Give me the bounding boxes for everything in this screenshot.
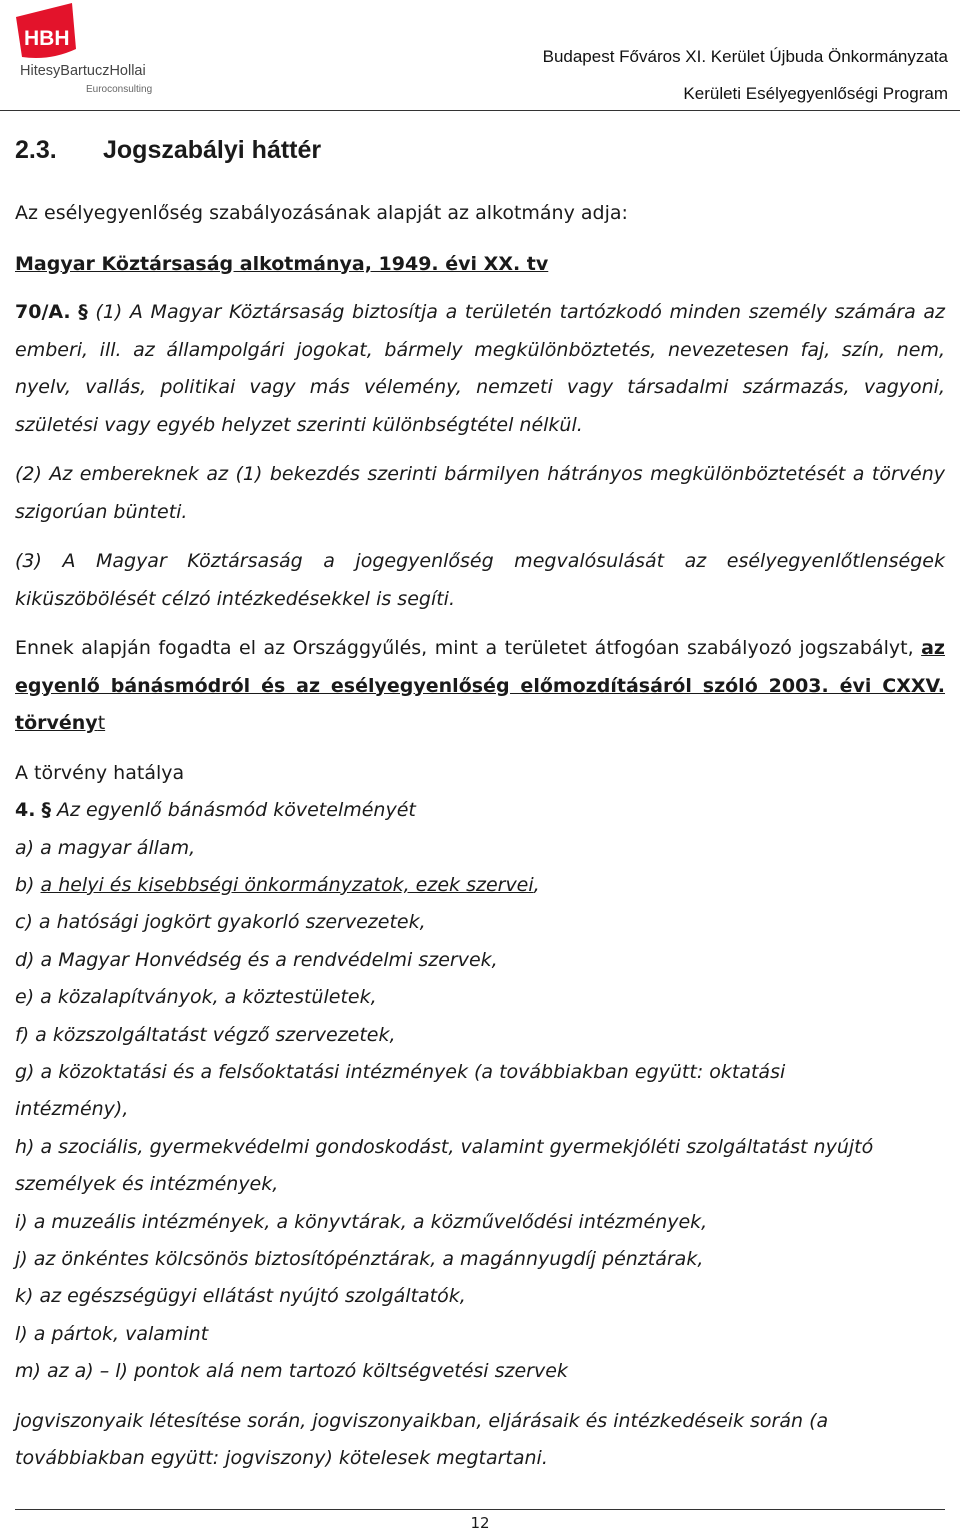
page-number: 12 xyxy=(470,1514,490,1532)
section-sign: § xyxy=(78,301,88,323)
entity-list xyxy=(15,830,945,1391)
logo-name: HitesyBartuczHollai xyxy=(20,63,146,79)
page-header xyxy=(0,0,960,112)
law-paragraph xyxy=(15,630,945,743)
article-70a-paragraph-1 xyxy=(15,294,945,444)
law-paragraph-prefix: Ennek alapján fogadta el az Országgyűlés, mint a területet átfogóan szabályozó jogszabályt, xyxy=(15,637,922,659)
intro-text: Az esélyegyenlőség szabályozásának alapját az alkotmány adja: xyxy=(15,202,628,224)
list-item: l) a pártok, valamint xyxy=(15,1322,209,1345)
list-item: d) a Magyar Honvédség és a rendvédelmi szervek, xyxy=(15,948,498,971)
logo-sub: Euroconsulting xyxy=(86,84,153,95)
law-link[interactable]: az egyenlő bánásmódról és az esélyegyenlőség előmozdításáról szóló 2003. évi CXXV. törvény xyxy=(15,637,945,734)
list-item-link[interactable]: a helyi és kisebbségi önkormányzatok, ezek szervei xyxy=(40,873,534,896)
article-4-label: 4. xyxy=(15,799,36,821)
list-item: e) a közalapítványok, a köztestületek, xyxy=(15,986,377,1009)
list-item: i) a muzeális intézmények, a könyvtárak, a közművelődési intézmények, xyxy=(15,1210,708,1233)
logo-abbr: HBH xyxy=(24,27,70,50)
article-70a-text-1: (1) A Magyar Köztársaság biztosítja a területén tartózkodó minden személy számára az emberi, ill. az állampolgári jogokat, bármely megkülönböztetés, nevezetesen faj, szín, nem, nyelv, vallás, politikai vagy más vélemény, nemzeti vagy társadalmi származás, vagyoni, születési vagy egyéb helyzet szerinti különbségtétel nélkül. xyxy=(15,301,945,436)
constitution-reference: Magyar Köztársaság alkotmánya, 1949. évi XX. tv xyxy=(15,252,549,275)
list-item: g) a közoktatási és a felsőoktatási intézmények (a továbbiakban együtt: oktatási intézmény), xyxy=(15,1060,786,1121)
header-line-1: Budapest Főváros XI. Kerület Újbuda Önkormányzata xyxy=(542,47,948,66)
list-item: h) a szociális, gyermekvédelmi gondoskodást, valamint gyermekjóléti szolgáltatást nyújtó személyek és intézmények, xyxy=(15,1135,874,1196)
list-item: m) az a) – l) pontok alá nem tartozó költségvetési szervek xyxy=(15,1360,568,1383)
document-body xyxy=(15,128,945,1478)
list-item: k) az egészségügyi ellátást nyújtó szolgáltatók, xyxy=(15,1285,466,1308)
list-item: f) a közszolgáltatást végző szervezetek, xyxy=(15,1023,396,1046)
section-sign-4: § xyxy=(41,799,51,821)
article-4 xyxy=(15,792,945,830)
closing-paragraph: jogviszonyaik létesítése során, jogviszonyaikban, eljárásaik és intézkedéseik során (a továbbiakban együtt: jogviszony) kötelesek megtartani. xyxy=(15,1409,829,1470)
scope-heading: A törvény hatálya xyxy=(15,761,185,784)
section-heading xyxy=(15,128,945,172)
header-divider xyxy=(0,110,960,111)
law-paragraph-suffix: t xyxy=(97,712,106,734)
article-70a-label: 70/A. xyxy=(15,301,71,323)
list-item: j) az önkéntes kölcsönös biztosítópénztárak, a magánnyugdíj pénztárak, xyxy=(15,1247,704,1270)
section-number: 2.3. xyxy=(15,136,57,164)
article-70a-paragraph-3: (3) A Magyar Köztársaság a jogegyenlőség megvalósulását az esélyegyenlőtlenségek kiküszöbölését célzó intézkedésekkel is segíti. xyxy=(15,550,945,610)
header-titles xyxy=(543,38,948,112)
list-item: a) a magyar állam, xyxy=(15,836,196,859)
section-title: Jogszabályi háttér xyxy=(103,136,322,164)
article-70a-paragraph-2: (2) Az embereknek az (1) bekezdés szerinti bármilyen hátrányos megkülönböztetését a törvény szigorúan bünteti. xyxy=(15,463,945,523)
list-item: b) a helyi és kisebbségi önkormányzatok, ezek szervei, xyxy=(15,873,540,896)
article-4-text: Az egyenlő bánásmód követelményét xyxy=(51,799,416,821)
list-item: c) a hatósági jogkört gyakorló szervezetek, xyxy=(15,911,426,934)
footer-divider xyxy=(15,1509,945,1510)
hbh-logo xyxy=(14,3,174,95)
header-line-2: Kerületi Esélyegyenlőségi Program xyxy=(683,84,948,103)
